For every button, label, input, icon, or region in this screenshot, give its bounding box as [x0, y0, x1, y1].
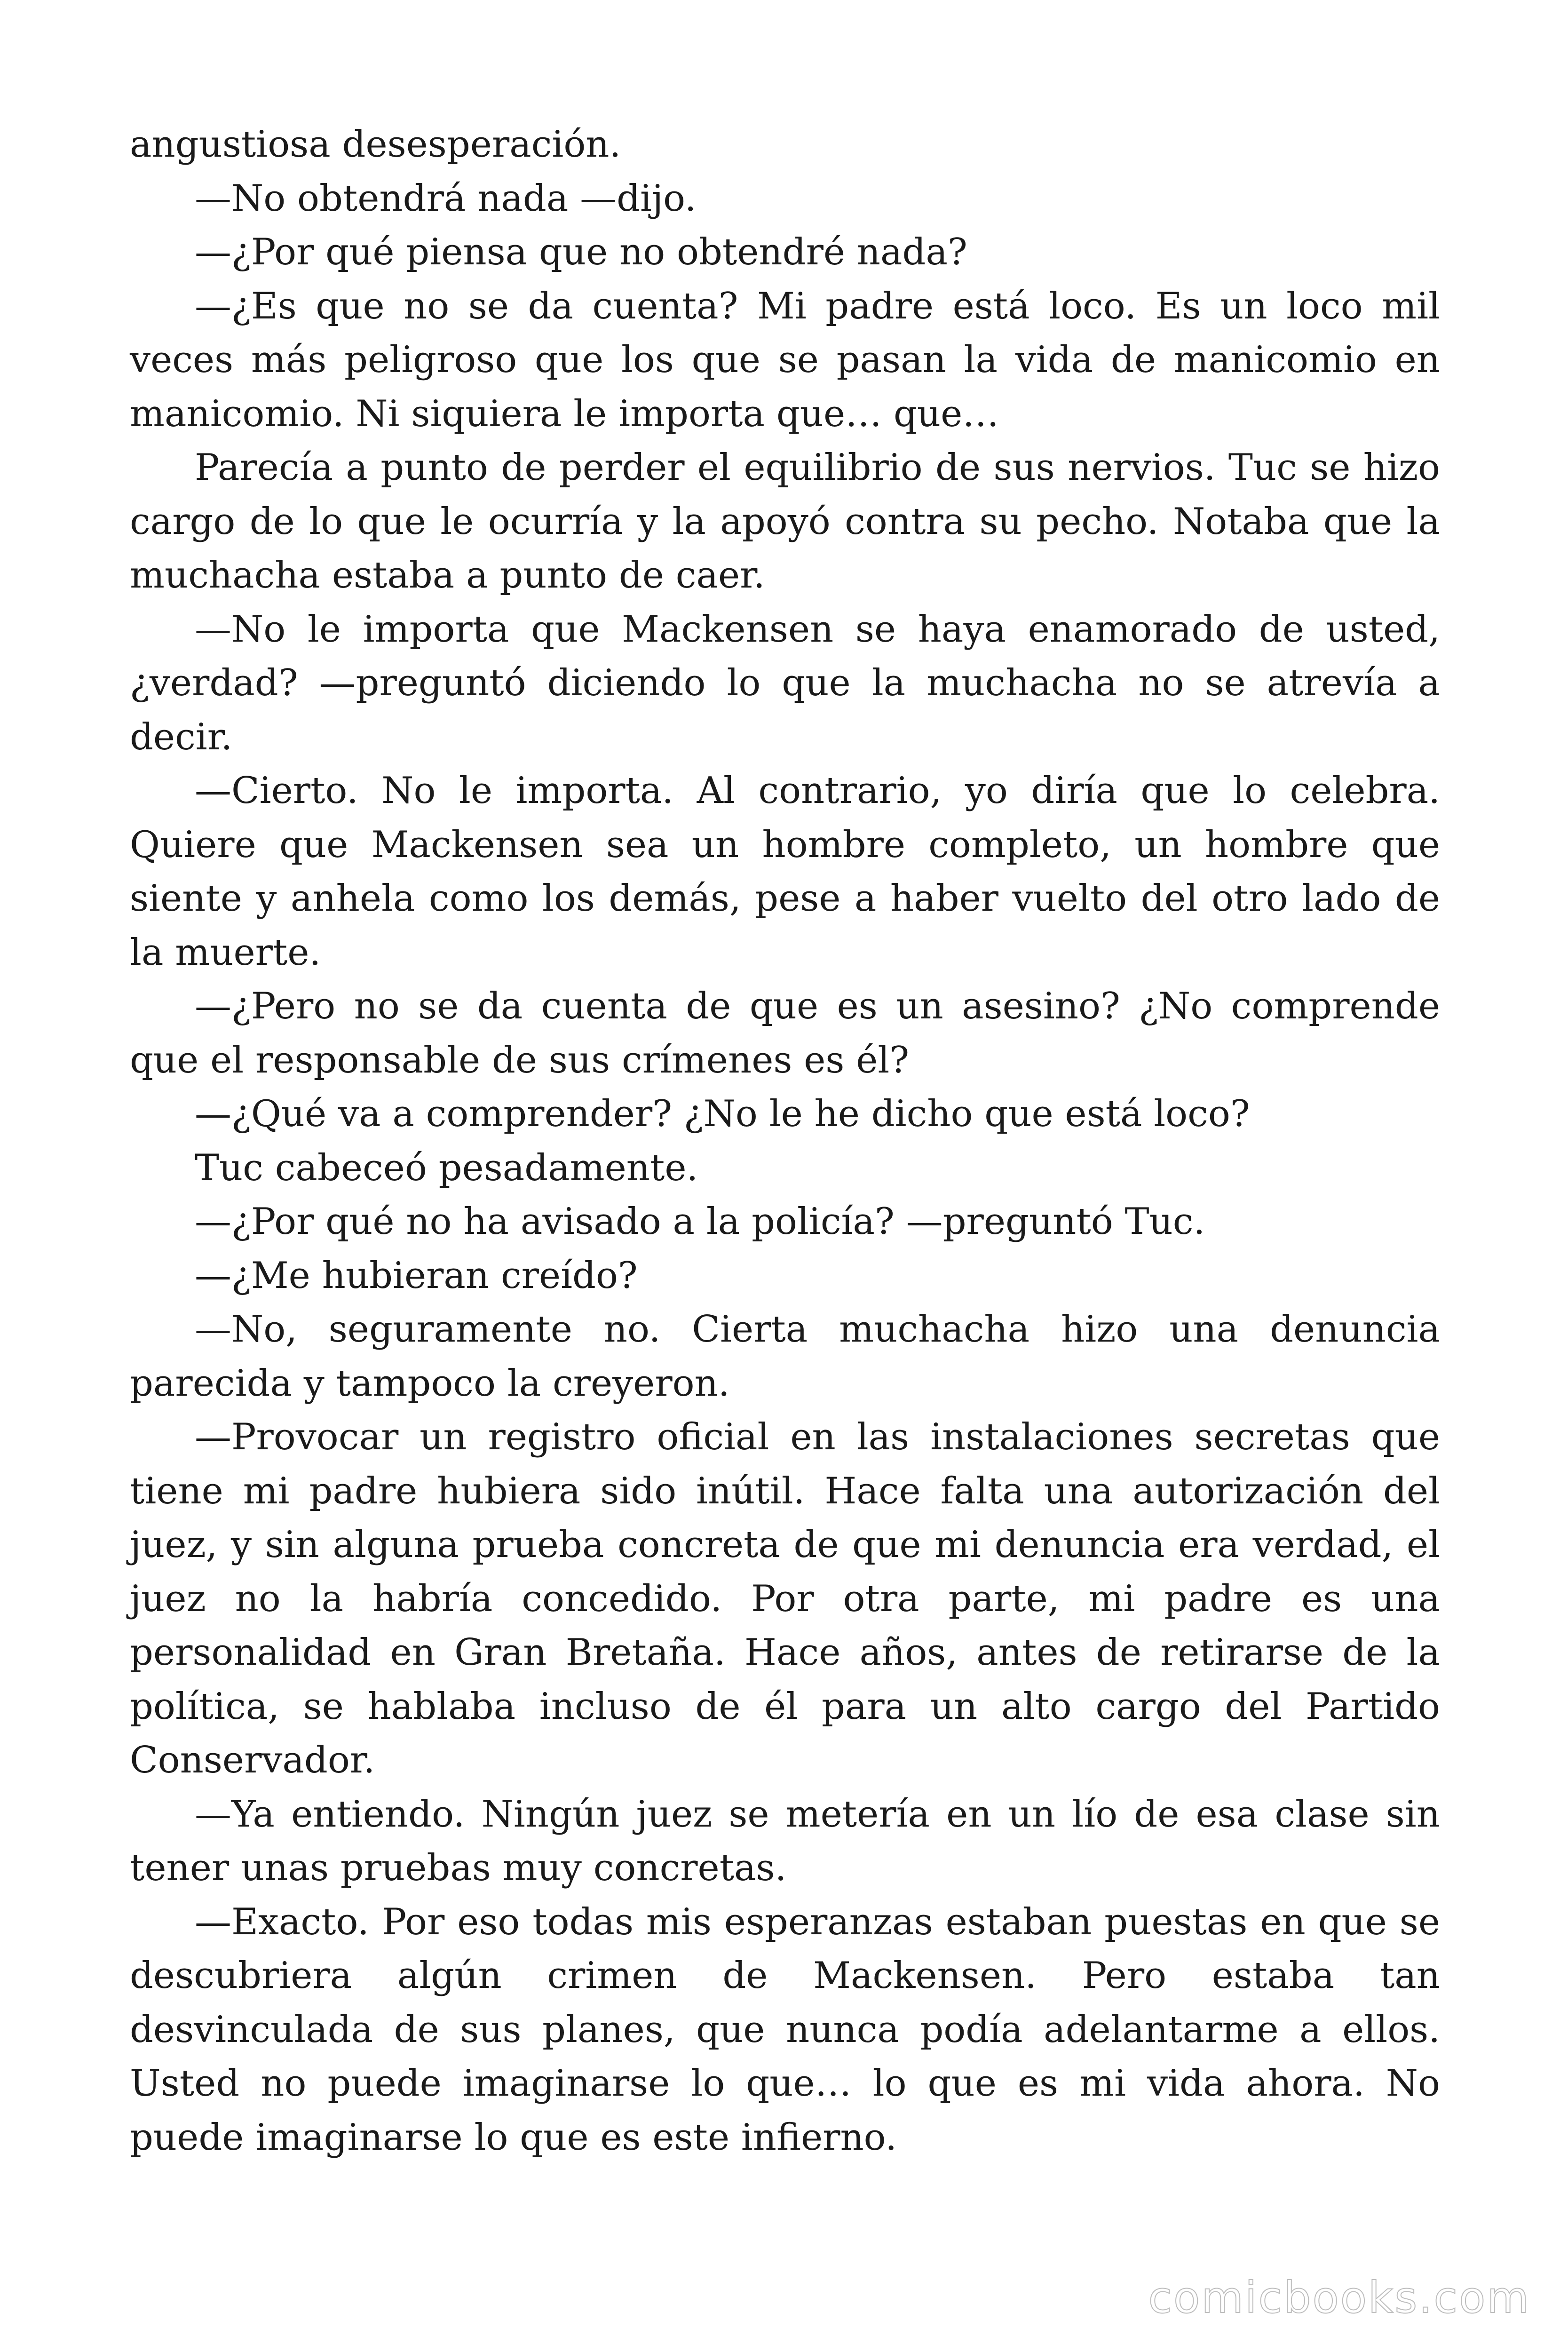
paragraph: —¿Por qué no ha avisado a la policía? —preguntó Tuc. [195, 1200, 1205, 1243]
paragraph: —No le importa que Mackensen se haya enamorado de usted, ¿verdad? —preguntó diciendo lo que la muchacha no se atrevía a decir. [130, 608, 1440, 758]
paragraph: —¿Es que no se da cuenta? Mi padre está loco. Es un loco mil veces más peligroso que los que se pasan la vida de manicomio en manicomio. Ni siquiera le importa que… que… [130, 285, 1440, 435]
paragraph: angustiosa desesperación. [130, 123, 621, 166]
paragraph: —No, seguramente no. Cierta muchacha hizo una denuncia parecida y tampoco la creyeron. [130, 1308, 1440, 1405]
paragraph: —¿Pero no se da cuenta de que es un asesino? ¿No comprende que el responsable de sus crímenes es él? [130, 985, 1440, 1081]
paragraph: —¿Por qué piensa que no obtendré nada? [195, 231, 967, 273]
paragraph: —Provocar un registro oficial en las instalaciones secretas que tiene mi padre hubiera sido inútil. Hace falta una autorización del juez, y sin alguna prueba concreta de que mi denuncia era verdad, el juez no la habría concedido. Por otra parte, mi padre es una personalidad en Gran Bretaña. Hace años, antes de retirarse de la política, se hablaba incluso de él para un alto cargo del Partido Conservador. [130, 1416, 1440, 1781]
paragraph: —¿Qué va a comprender? ¿No le he dicho que está loco? [195, 1093, 1250, 1135]
page-text [130, 118, 1440, 2164]
paragraph: Tuc cabeceó pesadamente. [195, 1146, 698, 1189]
watermark: comicbooks.com [1148, 2273, 1530, 2323]
paragraph: —¿Me hubieran creído? [195, 1254, 638, 1297]
paragraph: —No obtendrá nada —dijo. [195, 177, 697, 220]
paragraph: —Cierto. No le importa. Al contrario, yo diría que lo celebra. Quiere que Mackensen sea un hombre completo, un hombre que siente y anhela como los demás, pese a haber vuelto del otro lado de la muerte. [130, 770, 1440, 974]
paragraph: —Exacto. Por eso todas mis esperanzas estaban puestas en que se descubriera algún crimen de Mackensen. Pero estaba tan desvinculada de sus planes, que nunca podía adelantarme a ellos. Usted no puede imaginarse lo que… lo que es mi vida ahora. No puede imaginarse lo que es este infierno. [130, 1900, 1440, 2159]
paragraph: —Ya entiendo. Ningún juez se metería en un lío de esa clase sin tener unas pruebas muy concretas. [130, 1793, 1440, 1889]
paragraph: Parecía a punto de perder el equilibrio de sus nervios. Tuc se hizo cargo de lo que le ocurría y la apoyó contra su pecho. Notaba que la muchacha estaba a punto de caer. [130, 446, 1440, 596]
